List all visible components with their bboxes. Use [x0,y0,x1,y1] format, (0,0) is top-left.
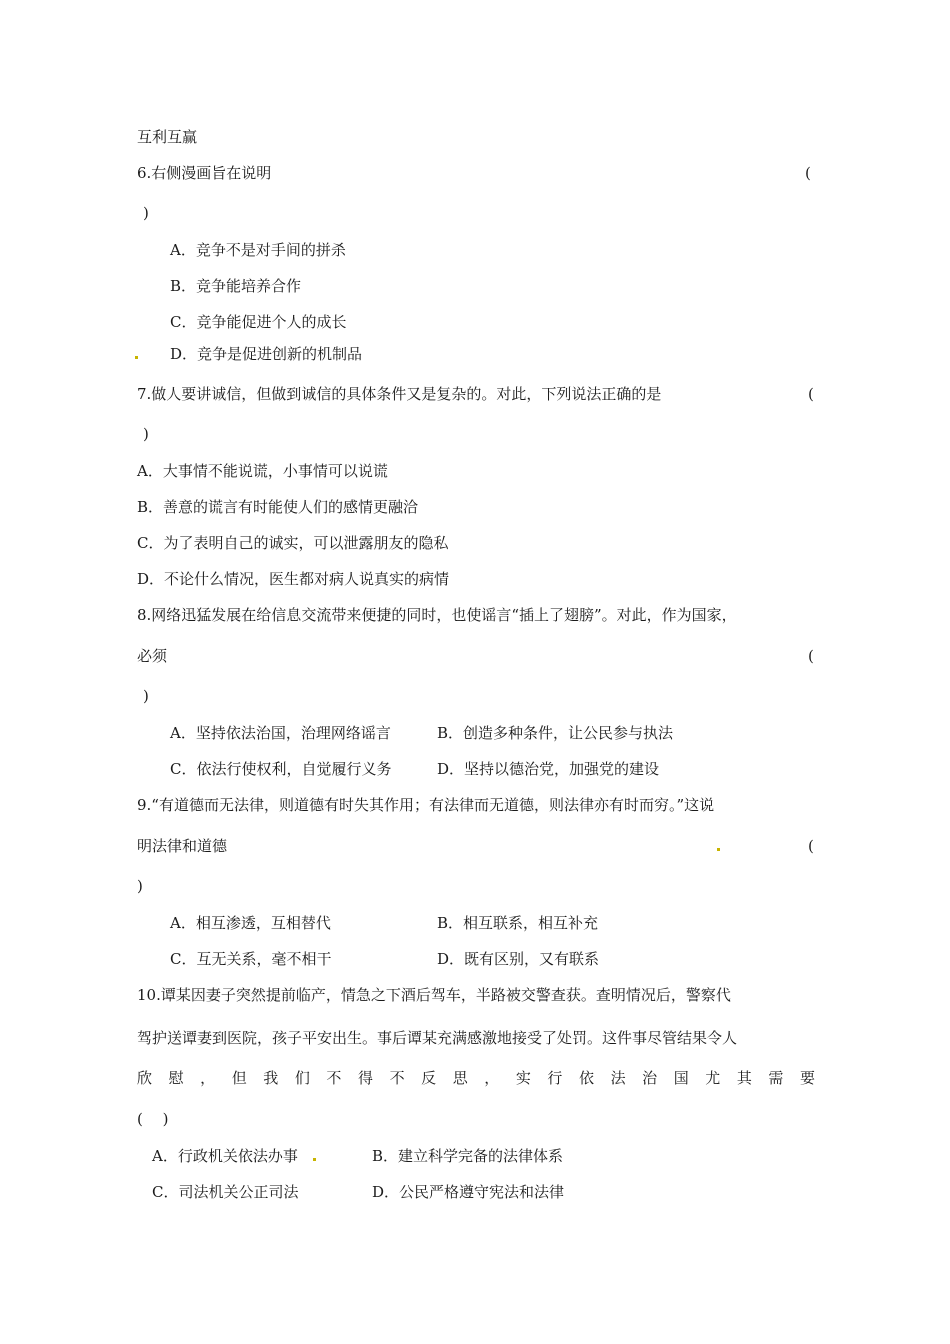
q10-stem-line-2: 驾护送谭妻到医院，孩子平安出生。事后谭某充满感激地接受了处罚。这件事尽管结果令人 [137,1029,738,1047]
q8-option-a: A．坚持依法治国，治理网络谣言 [170,724,391,742]
q6-stem: 6.右侧漫画旨在说明 [137,164,272,182]
q9-option-d: D．既有区别，又有联系 [437,950,600,968]
q9-stem-line-1: 9.“有道德而无法律，则道德有时失其作用；有法律而无道德，则法律亦有时而穷。”这说 [137,796,715,814]
q10-option-d: D．公民严格遵守宪法和法律 [372,1183,565,1201]
q7-option-b: B．善意的谎言有时能使人们的感情更融洽 [137,498,419,516]
q8-stem-line-1: 8.网络迅猛发展在给信息交流带来便捷的同时，也使谣言“插上了翅膀”。对此，作为国家， [137,606,737,624]
q7-option-d: D．不论什么情况，医生都对病人说真实的病情 [137,570,450,588]
q10-option-a: A．行政机关依法办事 [152,1147,298,1165]
q8-option-d: D．坚持以德治党，加强党的建设 [437,760,660,778]
q8-paren-open: ( [808,647,814,665]
q9-option-b: B．相互联系，相互补充 [437,914,599,932]
q8-stem-line-2: 必须 [137,647,168,665]
top-line: 互利互赢 [137,128,198,146]
q6-paren-close: ) [143,204,149,222]
q9-paren-close: ) [137,877,143,895]
q10-option-b: B．建立科学完备的法律体系 [372,1147,564,1165]
q9-paren-open: ( [808,837,814,855]
q8-option-c: C．依法行使权利，自觉履行义务 [170,760,392,778]
q10-stem-line-3: 欣 慰 ， 但 我 们 不 得 不 反 思 ， 实 行 依 法 治 国 尤 其 需 要 [137,1069,815,1087]
q6-option-c: C．竞争能促进个人的成长 [170,313,347,331]
speck-mark [717,848,720,851]
q9-option-a: A．相互渗透，互相替代 [170,914,331,932]
q10-stem-line-1: 10.谭某因妻子突然提前临产，情急之下酒后驾车，半路被交警查获。查明情况后，警察代 [137,986,731,1004]
q7-option-a: A．大事情不能说谎，小事情可以说谎 [137,462,388,480]
speck-mark [135,356,138,359]
q8-option-b: B．创造多种条件，让公民参与执法 [437,724,674,742]
q7-paren-open: ( [808,385,814,403]
q6-option-d: D．竞争是促进创新的机制品 [170,345,363,363]
q6-paren-open: ( [805,164,811,182]
q6-option-a: A．竞争不是对手间的拼杀 [170,241,346,259]
q6-option-b: B．竞争能培养合作 [170,277,302,295]
q8-paren-close: ) [143,687,149,705]
q9-stem-line-2: 明法律和道德 [137,837,228,855]
q10-option-c: C．司法机关公正司法 [152,1183,299,1201]
q10-paren: ( ) [137,1110,169,1128]
q7-option-c: C．为了表明自己的诚实，可以泄露朋友的隐私 [137,534,449,552]
q9-option-c: C．互无关系，毫不相干 [170,950,332,968]
q7-stem: 7.做人要讲诚信，但做到诚信的具体条件又是复杂的。对此，下列说法正确的是 [137,385,662,403]
q7-paren-close: ) [143,425,149,443]
speck-mark [313,1158,316,1161]
